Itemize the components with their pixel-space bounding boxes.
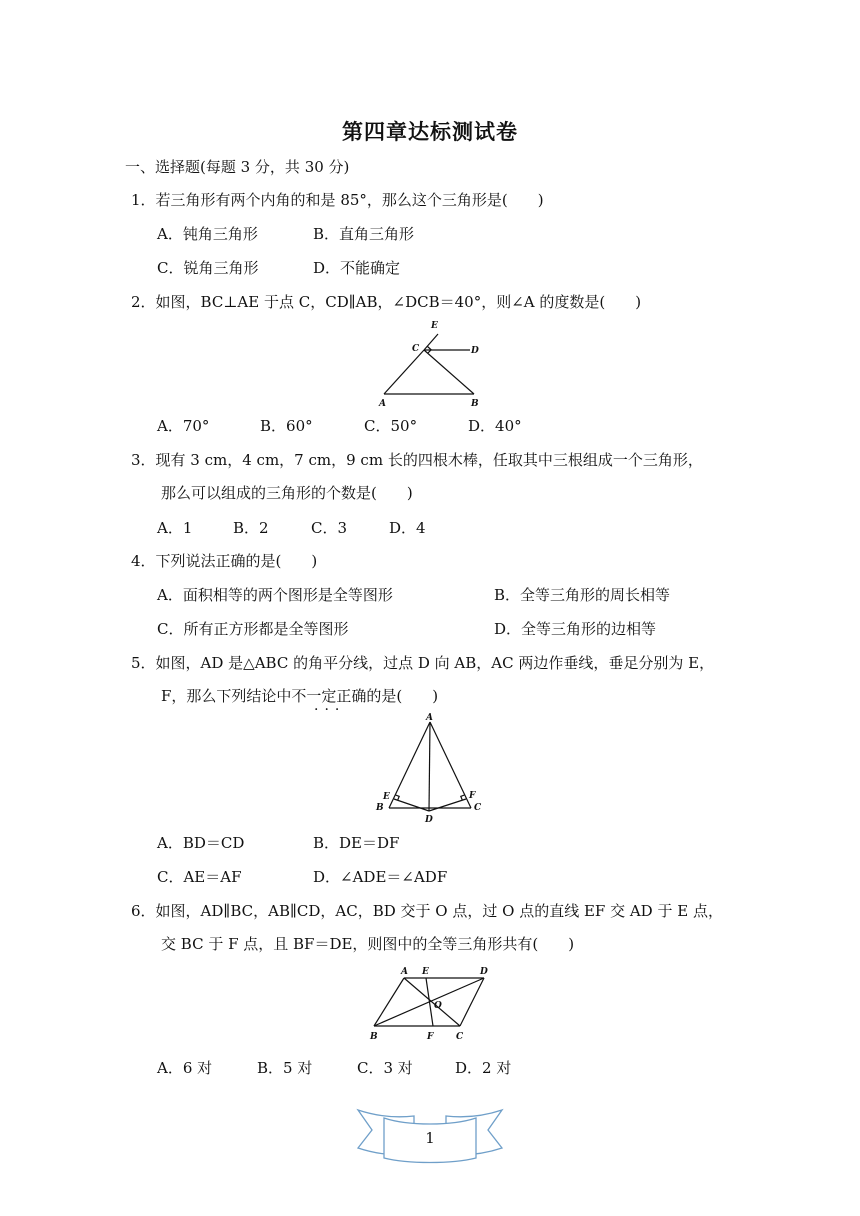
q5-diagram (372, 710, 490, 826)
q5-option-a: A．BD＝CD (157, 834, 245, 852)
q6-option-b: B．5 对 (257, 1059, 313, 1077)
q5-label-c: C (474, 803, 482, 813)
q5-stem-line2: F，那么下列结论中不一定正确的是( ) (161, 687, 439, 705)
q6-label-d: D (480, 967, 488, 977)
q3-stem-line2: 那么可以组成的三角形的个数是( ) (161, 484, 413, 502)
q2-line-cb (424, 350, 474, 394)
q2-label-c: C (412, 344, 420, 354)
q2-option-c: C．50° (364, 417, 418, 435)
q6-label-b: B (370, 1032, 378, 1042)
q3-option-a: A．1 (157, 519, 193, 537)
q2-option-b: B．60° (260, 417, 313, 435)
q5-label-f: F (469, 791, 476, 801)
q1-option-d: D．不能确定 (313, 259, 401, 277)
page-number: 1 (425, 1129, 435, 1147)
q5-option-c: C．AE＝AF (157, 868, 242, 886)
q2-label-d: D (471, 346, 479, 356)
q2-stem: 2．如图，BC⊥AE 于点 C，CD∥AB，∠DCB＝40°，则∠A 的度数是( ) (131, 293, 642, 311)
q5-line-ab (389, 722, 430, 808)
q2-line-ce (424, 334, 438, 350)
q6-label-a: A (401, 967, 408, 977)
q5-figure (372, 710, 490, 830)
q5-line-ac (430, 722, 471, 808)
q4-option-d: D．全等三角形的边相等 (494, 620, 657, 638)
q2-line-ac (384, 350, 424, 394)
q2-label-a: A (379, 399, 386, 409)
q2-figure (370, 318, 490, 414)
q2-option-a: A．70° (157, 417, 210, 435)
q5-line-de (394, 799, 429, 811)
q6-label-f: F (427, 1032, 434, 1042)
q3-option-d: D．4 (389, 519, 426, 537)
q2-label-b: B (471, 399, 479, 409)
q4-option-b: B．全等三角形的周长相等 (494, 586, 671, 604)
q4-option-a: A．面积相等的两个图形是全等图形 (157, 586, 393, 604)
q1-option-a: A．钝角三角形 (157, 225, 258, 243)
q5-label-e: E (383, 792, 390, 802)
q6-line-dc (460, 978, 484, 1026)
q6-label-o: O (434, 1001, 442, 1011)
q5-emphasis-dots: ··· (314, 702, 346, 718)
q5-label-b: B (376, 803, 384, 813)
q5-line-ad (429, 722, 430, 811)
q6-option-c: C．3 对 (357, 1059, 413, 1077)
q2-option-d: D．40° (468, 417, 522, 435)
q1-option-b: B．直角三角形 (313, 225, 415, 243)
q5-option-b: B．DE＝DF (313, 834, 400, 852)
section-heading: 一、选择题(每题 3 分，共 30 分) (125, 158, 350, 176)
q6-option-a: A．6 对 (157, 1059, 213, 1077)
q1-stem: 1．若三角形有两个内角的和是 85°，那么这个三角形是( ) (131, 191, 544, 209)
q6-stem-line1: 6．如图，AD∥BC，AB∥CD，AC，BD 交于 O 点，过 O 点的直线 EF 交 AD 于 E 点， (131, 902, 723, 920)
q3-option-b: B．2 (233, 519, 269, 537)
q4-stem: 4．下列说法正确的是( ) (131, 552, 318, 570)
q5-stem-line1: 5．如图，AD 是△ABC 的角平分线，过点 D 向 AB，AC 两边作垂线，垂足分别为 E， (131, 654, 715, 672)
q6-figure (364, 962, 498, 1050)
page-title: 第四章达标测试卷 (342, 119, 518, 144)
q6-label-c: C (456, 1032, 464, 1042)
q3-stem-line1: 3．现有 3 cm，4 cm，7 cm，9 cm 长的四根木棒，任取其中三根组成一个三角形， (131, 451, 703, 469)
q2-label-e: E (431, 321, 438, 331)
q5-option-d: D．∠ADE＝∠ADF (313, 868, 448, 886)
q6-diagram (364, 962, 498, 1046)
q5-label-a: A (426, 713, 433, 723)
q6-option-d: D．2 对 (455, 1059, 512, 1077)
q4-option-c: C．所有正方形都是全等图形 (157, 620, 349, 638)
q3-option-c: C．3 (311, 519, 348, 537)
q6-label-e: E (422, 967, 429, 977)
q5-line-df (429, 799, 466, 811)
q1-option-c: C．锐角三角形 (157, 259, 259, 277)
q2-diagram (370, 318, 490, 410)
q6-stem-line2: 交 BC 于 F 点，且 BF＝DE，则图中的全等三角形共有( ) (161, 935, 575, 953)
q5-label-d: D (425, 815, 433, 825)
